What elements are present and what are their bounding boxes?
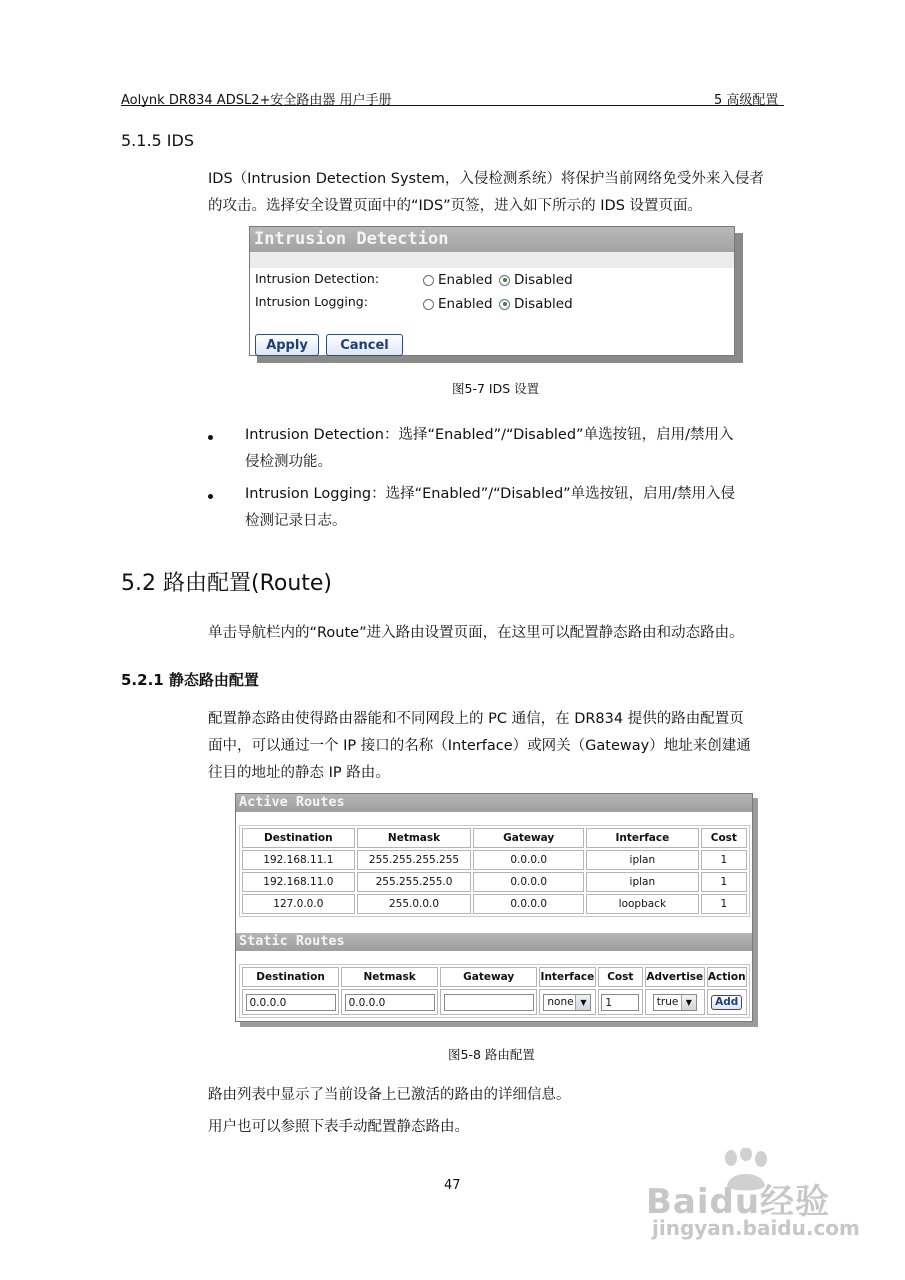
- cell-gateway: 0.0.0.0: [473, 872, 584, 892]
- column-header: Gateway: [440, 967, 537, 987]
- column-header: Netmask: [341, 967, 438, 987]
- table-header-row: [242, 828, 747, 848]
- cell-netmask: 255.255.255.0: [357, 872, 472, 892]
- intrusion-logging-enabled-radio[interactable]: [423, 296, 493, 312]
- column-header: Interface: [586, 828, 699, 848]
- active-routes-table: [239, 825, 750, 917]
- apply-button[interactable]: Apply: [255, 334, 319, 356]
- intrusion-detection-disabled-radio[interactable]: [499, 272, 573, 288]
- cell-interface: loopback: [586, 894, 699, 914]
- closing-line: 用户也可以参照下表手动配置静态路由。: [208, 1119, 469, 1135]
- radio-label: Disabled: [514, 272, 573, 288]
- section-heading-5-2: 5.2 路由配置(Route): [121, 571, 333, 596]
- route-settings-panel: [235, 793, 753, 1022]
- cell-action: [707, 989, 748, 1015]
- table-row: [242, 989, 747, 1015]
- ids-settings-panel: [249, 226, 735, 356]
- route-intro-paragraph: 单击导航栏内的“Route”进入路由设置页面，在这里可以配置静态路由和动态路由。: [208, 625, 744, 641]
- column-header: Cost: [598, 967, 644, 987]
- column-header: Destination: [242, 828, 355, 848]
- paragraph-line: 的攻击。选择安全设置页面中的“IDS”页签，进入如下所示的 IDS 设置页面。: [208, 198, 703, 214]
- cancel-button[interactable]: Cancel: [326, 334, 403, 356]
- cell-interface: [539, 989, 595, 1015]
- ids-intro-paragraph: [208, 166, 788, 220]
- bullet-line: Intrusion Logging：选择“Enabled”/“Disabled”单选按钮，启用/禁用入侵: [245, 486, 736, 502]
- cell-gateway: 0.0.0.0: [473, 894, 584, 914]
- column-header: Cost: [701, 828, 747, 848]
- radio-label: Enabled: [438, 272, 493, 288]
- intrusion-detection-label: Intrusion Detection:: [255, 271, 380, 286]
- cell-destination: 192.168.11.0: [242, 872, 355, 892]
- radio-on-icon: [499, 275, 510, 286]
- interface-select[interactable]: [543, 994, 591, 1011]
- chevron-down-icon: ▼: [575, 995, 590, 1010]
- section-heading-5-2-1: 5.2.1 静态路由配置: [121, 671, 259, 689]
- cell-cost: 1: [701, 850, 747, 870]
- watermark-url: jingyan.baidu.com: [652, 1216, 860, 1240]
- ids-panel-band: [250, 252, 734, 268]
- running-header-chapter: 5 高级配置: [714, 93, 779, 108]
- paragraph-line: IDS（Intrusion Detection System，入侵检测系统）将保护当前网络免受外来入侵者: [208, 171, 764, 187]
- running-header-title: Aolynk DR834 ADSL2+安全路由器 用户手册: [121, 93, 392, 108]
- interface-select-value: none: [547, 996, 574, 1008]
- bullet-icon: [208, 494, 213, 499]
- closing-line: 路由列表中显示了当前设备上已激活的路由的详细信息。: [208, 1087, 571, 1103]
- chevron-down-icon: ▼: [681, 995, 696, 1010]
- table-header-row: [242, 967, 747, 987]
- cell-netmask: 255.0.0.0: [357, 894, 472, 914]
- section-heading-5-1-5: 5.1.5 IDS: [121, 131, 194, 150]
- destination-input[interactable]: 0.0.0.0: [246, 994, 336, 1011]
- column-header: Gateway: [473, 828, 584, 848]
- gateway-input[interactable]: [444, 994, 534, 1011]
- bullet-item: [245, 422, 786, 476]
- table-row: [242, 894, 747, 914]
- radio-on-icon: [499, 299, 510, 310]
- figure-caption-5-7: 图5-7 IDS 设置: [452, 381, 540, 396]
- column-header: Action: [707, 967, 748, 987]
- paragraph-line: 往目的地址的静态 IP 路由。: [208, 765, 390, 781]
- cell-advertise: [645, 989, 704, 1015]
- table-row: [242, 850, 747, 870]
- bullet-icon: [208, 435, 213, 440]
- paragraph-line: 面中，可以通过一个 IP 接口的名称（Interface）或网关（Gateway）地址来创建通: [208, 738, 751, 754]
- radio-off-icon: [423, 275, 434, 286]
- radio-label: Disabled: [514, 296, 573, 312]
- bullet-line: 侵检测功能。: [245, 454, 332, 470]
- cell-destination: 127.0.0.0: [242, 894, 355, 914]
- static-routes-title: Static Routes: [236, 933, 752, 951]
- cell-gateway: [440, 989, 537, 1015]
- bullet-line: Intrusion Detection：选择“Enabled”/“Disabled”单选按钮，启用/禁用入: [245, 427, 734, 443]
- cell-interface: iplan: [586, 872, 699, 892]
- cell-netmask: 255.255.255.255: [357, 850, 472, 870]
- radio-off-icon: [423, 299, 434, 310]
- radio-label: Enabled: [438, 296, 493, 312]
- header-rule: [121, 105, 784, 106]
- bullet-item: [245, 481, 786, 535]
- advertise-select-value: true: [656, 996, 679, 1008]
- watermark-brand: Baidu经验: [646, 1182, 831, 1222]
- column-header: Netmask: [357, 828, 472, 848]
- active-routes-title: Active Routes: [236, 794, 752, 812]
- cell-destination: [242, 989, 339, 1015]
- cell-netmask: [341, 989, 438, 1015]
- cell-cost: 1: [701, 894, 747, 914]
- cell-cost: 1: [701, 872, 747, 892]
- cell-gateway: 0.0.0.0: [473, 850, 584, 870]
- intrusion-logging-label: Intrusion Logging:: [255, 294, 368, 309]
- cell-cost: [598, 989, 644, 1015]
- cell-interface: iplan: [586, 850, 699, 870]
- intrusion-logging-disabled-radio[interactable]: [499, 296, 573, 312]
- static-route-paragraph: [208, 706, 788, 787]
- add-route-button[interactable]: Add: [711, 995, 742, 1010]
- netmask-input[interactable]: 0.0.0.0: [345, 994, 435, 1011]
- cost-input[interactable]: 1: [601, 994, 639, 1011]
- bullet-line: 检测记录日志。: [245, 513, 347, 529]
- intrusion-detection-enabled-radio[interactable]: [423, 272, 493, 288]
- ids-panel-title: Intrusion Detection: [250, 227, 734, 253]
- column-header: Advertise: [645, 967, 704, 987]
- advertise-select[interactable]: [653, 994, 697, 1011]
- cell-destination: 192.168.11.1: [242, 850, 355, 870]
- paragraph-line: 配置静态路由使得路由器能和不同网段上的 PC 通信，在 DR834 提供的路由配置页: [208, 711, 744, 727]
- column-header: Destination: [242, 967, 339, 987]
- static-routes-table: [239, 964, 750, 1018]
- column-header: Interface: [539, 967, 595, 987]
- figure-caption-5-8: 图5-8 路由配置: [448, 1047, 535, 1062]
- table-row: [242, 872, 747, 892]
- page-number: 47: [444, 1178, 461, 1193]
